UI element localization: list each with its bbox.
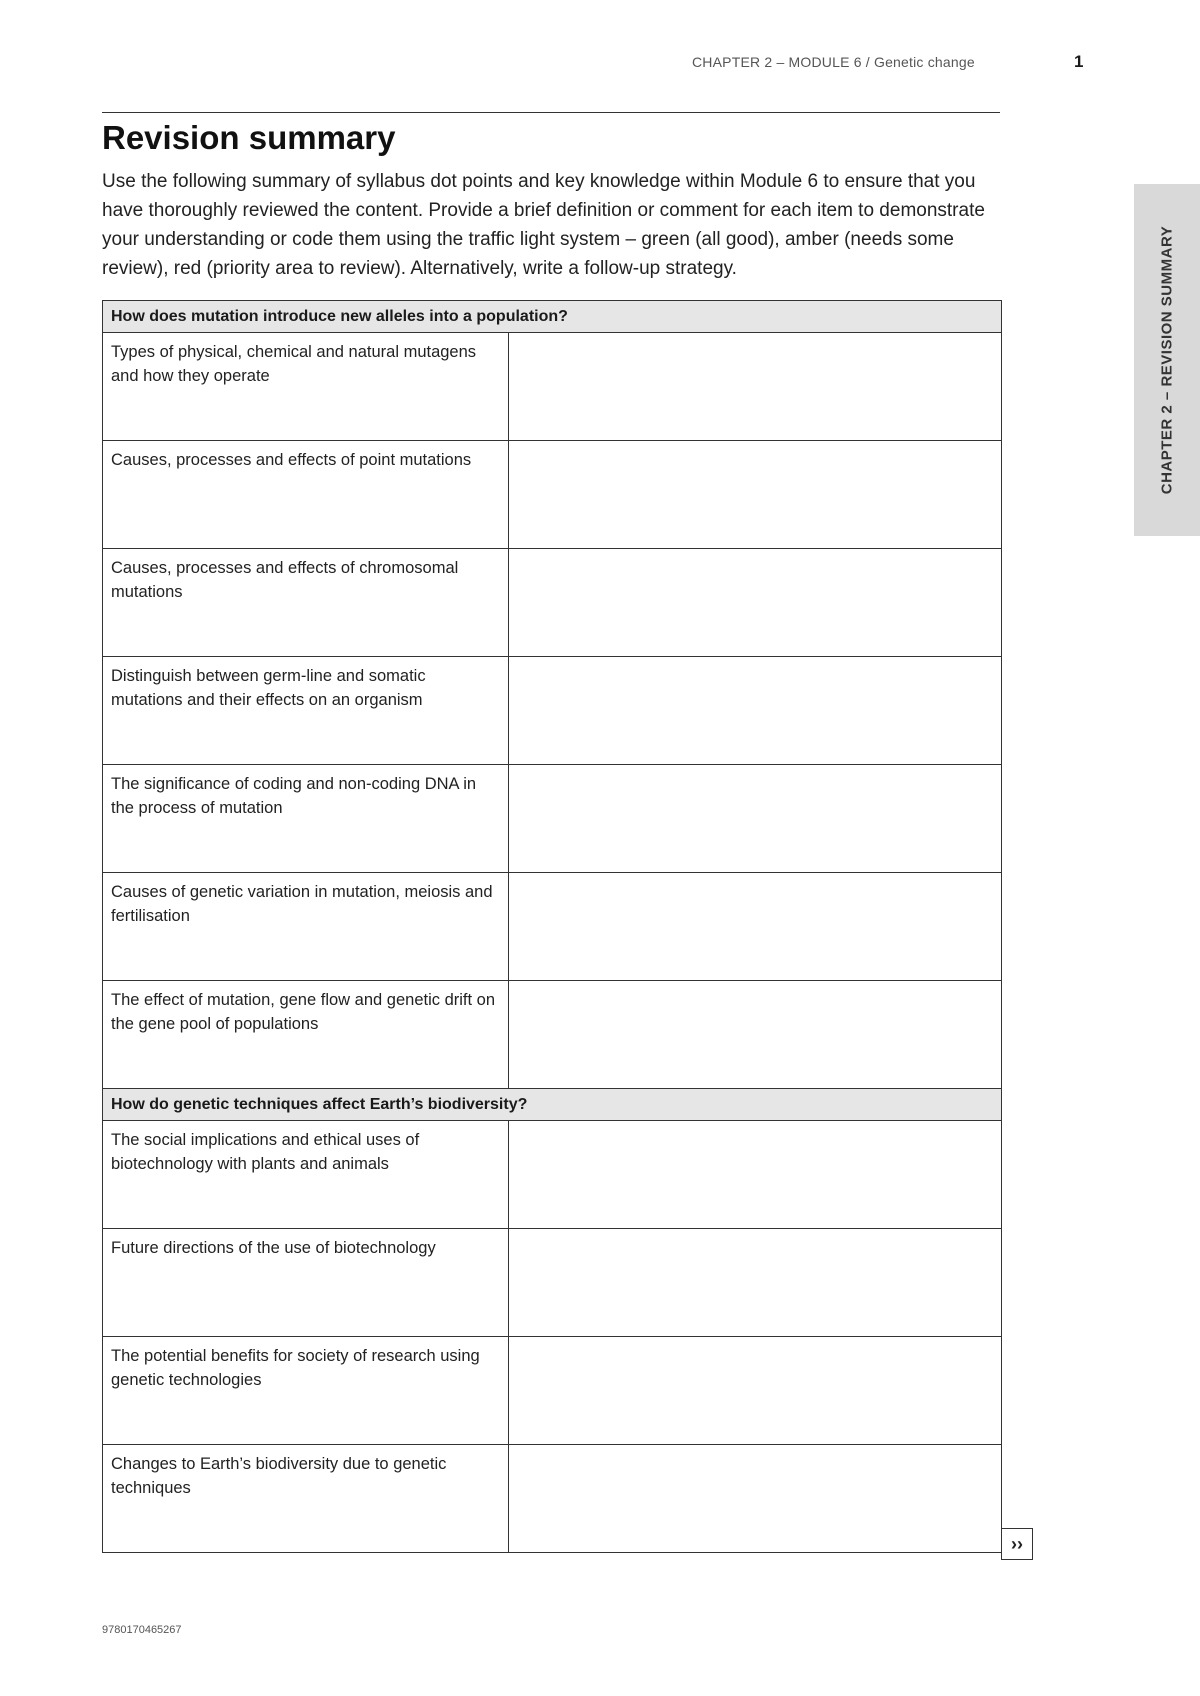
table-row bbox=[103, 765, 1002, 873]
item-label: The social implications and ethical uses of biotechnology with plants and animals bbox=[111, 1131, 420, 1173]
table-row bbox=[103, 981, 1002, 1089]
double-chevron-right-icon: ›› bbox=[1011, 1533, 1023, 1554]
answer-cell[interactable] bbox=[509, 441, 1002, 549]
revision-table bbox=[102, 300, 1002, 1553]
running-header: CHAPTER 2 – MODULE 6 / Genetic change bbox=[692, 54, 975, 70]
table-row bbox=[103, 441, 1002, 549]
isbn: 9780170465267 bbox=[102, 1624, 182, 1636]
section-heading-row bbox=[103, 1089, 1002, 1121]
side-tab-label: CHAPTER 2 – REVISION SUMMARY bbox=[1158, 225, 1176, 495]
table-row bbox=[103, 1229, 1002, 1337]
answer-cell[interactable] bbox=[509, 1121, 1002, 1229]
continue-button[interactable] bbox=[1001, 1528, 1033, 1560]
answer-cell[interactable] bbox=[509, 873, 1002, 981]
item-label: Future directions of the use of biotechnology bbox=[111, 1239, 436, 1257]
item-label: Causes, processes and effects of chromosomal mutations bbox=[111, 559, 459, 601]
section-heading: How does mutation introduce new alleles into a population? bbox=[103, 301, 1002, 333]
table-row bbox=[103, 1337, 1002, 1445]
item-label: Causes of genetic variation in mutation, meiosis and fertilisation bbox=[111, 883, 493, 925]
answer-cell[interactable] bbox=[509, 1229, 1002, 1337]
header-rule bbox=[102, 112, 1000, 113]
table-row bbox=[103, 1121, 1002, 1229]
chapter-side-tab bbox=[1134, 184, 1200, 536]
table-row bbox=[103, 873, 1002, 981]
item-label: The potential benefits for society of research using genetic technologies bbox=[111, 1347, 480, 1389]
item-label: The effect of mutation, gene flow and genetic drift on the gene pool of populations bbox=[111, 991, 496, 1033]
section-heading: How do genetic techniques affect Earth’s biodiversity? bbox=[103, 1089, 1002, 1121]
intro-paragraph: Use the following summary of syllabus dot points and key knowledge within Module 6 to ensure that you have thoroughly reviewed the content. Provide a brief definition or comment for each item to demonstrate your understanding or code them using the traffic light system – green (all good), amber (needs some review), red (priority area to review). Alternatively, write a follow-up strategy. bbox=[102, 171, 985, 279]
table-row bbox=[103, 1445, 1002, 1553]
item-label: The significance of coding and non-coding DNA in the process of mutation bbox=[111, 775, 477, 817]
table-row bbox=[103, 333, 1002, 441]
item-label: Changes to Earth’s biodiversity due to genetic techniques bbox=[111, 1455, 447, 1497]
answer-cell[interactable] bbox=[509, 1337, 1002, 1445]
answer-cell[interactable] bbox=[509, 981, 1002, 1089]
answer-cell[interactable] bbox=[509, 333, 1002, 441]
section-heading-row bbox=[103, 301, 1002, 333]
answer-cell[interactable] bbox=[509, 765, 1002, 873]
table-row bbox=[103, 657, 1002, 765]
page-title: Revision summary bbox=[102, 119, 396, 156]
answer-cell[interactable] bbox=[509, 1445, 1002, 1553]
table-row bbox=[103, 549, 1002, 657]
answer-cell[interactable] bbox=[509, 657, 1002, 765]
item-label: Distinguish between germ-line and somatic mutations and their effects on an organism bbox=[111, 667, 426, 709]
item-label: Causes, processes and effects of point mutations bbox=[111, 451, 472, 469]
item-label: Types of physical, chemical and natural mutagens and how they operate bbox=[111, 343, 477, 385]
answer-cell[interactable] bbox=[509, 549, 1002, 657]
page-number: 1 bbox=[1074, 52, 1084, 71]
